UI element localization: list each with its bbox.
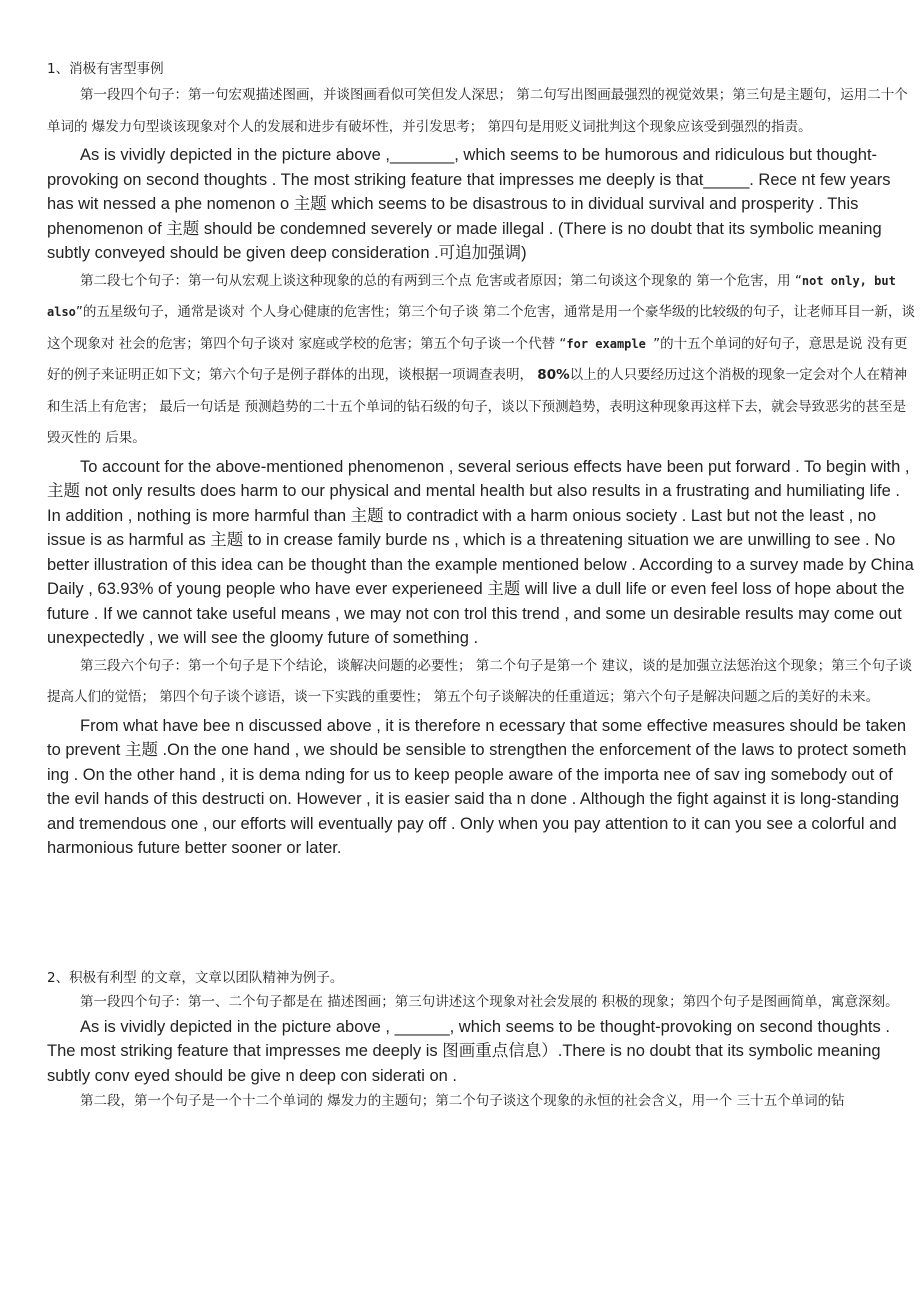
- paragraph-text: 第三段六个句子：第一个句子是下个结论，谈解决问题的必要性； 第二个句子是第一个 建议，谈的是加强立法惩治这个现象；第三个句子谈提高人们的觉悟； 第四个句子谈个谚语，谈一下实践的重要性； 第五个句子谈解决的任重道远；第六个句子是解决问题之后的美好的未来。: [47, 657, 913, 705]
- section-1-paragraph-1-chinese: [47, 80, 916, 143]
- paragraph-text-c: ”的十五个单词的好句子，意思是说 没有更好的例子来证明正如下文；第六个句子是例子群体的出现，谈根据一项调查表明，: [47, 335, 908, 383]
- paragraph-text: 第一段四个句子：第一句宏观描述图画，并谈图画看似可笑但发人深思； 第二句写出图画最强烈的视觉效果；第三句是主题句，运用二十个单词的 爆发力句型谈该现象对个人的发展和进步有破坏性，并引发思考； 第四句是用贬义词批判这个现象应该受到强烈的指责。: [47, 87, 908, 135]
- section-1-paragraph-2-english: [47, 455, 916, 651]
- section-1-heading: 1、消极有害型事例: [47, 61, 164, 77]
- keyword-for-example: for example: [566, 336, 654, 351]
- section-1-paragraph-2-chinese: [47, 266, 916, 455]
- keyword-80-percent: 80%: [537, 367, 570, 383]
- paragraph-text: 第一段四个句子：第一、二个句子都是在 描述图画；第三句讲述这个现象对社会发展的 积极的现象；第四个句子是图画简单，寓意深刻。: [80, 993, 899, 1010]
- section-2-paragraph-2-chinese: [47, 1088, 916, 1114]
- section-1-paragraph-3-english: [47, 714, 916, 861]
- section-1-paragraph-1-english: [47, 143, 916, 266]
- section-2-paragraph-1-english: [47, 1015, 916, 1089]
- paragraph-text: From what have bee n discussed above , it is therefore n ecessary that some effective measures should be taken to prevent 主题 .On the one hand , we should be sensible to strengthen the enforcement of the laws to protect someth ing . On the other hand , it is dema nding for us to keep people aware of the importa nee of sav ing somebody out of the evil hands of this destructi on. However , it is easier said tha n done . Although the fight against it is long-standing and tremendous one , our efforts will eventually pay off . Only when you pay attention to it can you see a colorful and harmonious future better sooner or later.: [47, 716, 907, 857]
- section-spacer: [47, 861, 916, 967]
- paragraph-text-b: ”的五星级句子，通常是谈对 个人身心健康的危害性；第三个句子谈 第二个危害，通常是用一个豪华级的比较级的句子，让老师耳目一新，谈这个现象对 社会的危害；第四个句子谈对 家庭或学校的危害；第五个句子谈一个代替 “: [47, 304, 915, 352]
- paragraph-text-d: 以上的人只要经历过这个消极的现象一定会对个人在精神和生活上有危害； 最后一句话是 预测趋势的二十五个单词的钻石级的句子，谈以下预测趋势，表明这种现象再这样下去，就会导致恶劣的甚至是毁灭性的 后果。: [47, 367, 908, 446]
- paragraph-text: As is vividly depicted in the picture above , ______, which seems to be thought-provoking on second thoughts . The most striking feature that impresses me deeply is 图画重点信息）.There is no doubt that its symbolic meaning subtly conv eyed should be give n deep con siderati on .: [47, 1017, 890, 1085]
- paragraph-text: To account for the above-mentioned phenomenon , several serious effects have been put forward . To begin with ,主题 not only results does harm to our physical and mental health but also results in a frustrating and humiliating life . In addition , nothing is more harmful than 主题 to contradict with a harm onious society . Last but not the least , no issue is as harmful as 主题 to in crease family burde ns , which is a threatening situation we are unwilling to see . No better illustration of this idea can be thought than the example mentioned below . According to a survey made by China Daily , 63.93% of young people who have ever experieneed 主题 will live a dull life or even feel loss of hope about the future . If we cannot take useful means , we may not con trol this trend , and some un desirable results may come out unexpectedly , we will see the gloomy future of something .: [47, 457, 914, 647]
- keyword-not-only-but-also: not only, but also: [47, 273, 896, 319]
- paragraph-text-a: 第二段七个句子：第一句从宏观上谈这种现象的总的有两到三个点 危害或者原因；第二句谈这个现象的 第一个危害，用 “: [80, 272, 802, 289]
- paragraph-text: As is vividly depicted in the picture above ,_______, which seems to be humorous and ridiculous but thought-provoking on second thoughts . The most striking feature that impresses me deeply is that_____. Rece nt few years has wit nessed a phe nomenon o 主题 which seems to be disastrous to in dividual survival and prosperity . This phenomenon of 主题 should be condemned severely or made illegal . (There is no doubt that its symbolic meaning subtly conveyed should be given deep consideration .可追加强调): [47, 146, 891, 262]
- section-1-paragraph-3-chinese: [47, 651, 916, 714]
- paragraph-text: 第二段，第一个句子是一个十二个单词的 爆发力的主题句；第二个句子谈这个现象的永恒的社会含义，用一个 三十五个单词的钻: [80, 1093, 845, 1109]
- section-2-paragraph-1-chinese: [47, 989, 916, 1015]
- section-2-heading: 2、积极有利型 的文章，文章以团队精神为例子。: [47, 969, 344, 986]
